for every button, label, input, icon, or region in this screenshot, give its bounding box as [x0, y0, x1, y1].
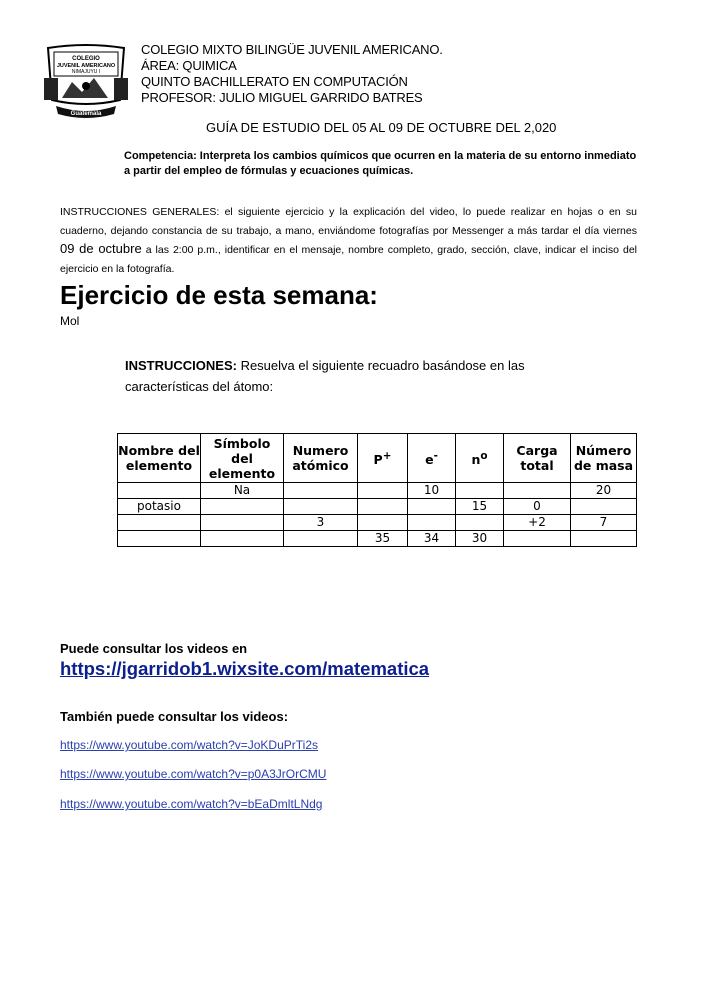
table-cell — [284, 499, 358, 515]
school-name: COLEGIO MIXTO BILINGÜE JUVENIL AMERICANO. — [141, 42, 443, 57]
table-cell — [456, 515, 504, 531]
table-cell — [284, 531, 358, 547]
table-cell — [456, 483, 504, 499]
table-cell: 20 — [571, 483, 637, 499]
table-cell — [201, 515, 284, 531]
header-numero-atomico: Numero atómico — [284, 434, 358, 483]
table-cell — [358, 483, 408, 499]
general-instructions-part1: INSTRUCCIONES GENERALES: el siguiente ejercicio y la explicación del video, lo puede realizar en hojas o en su cuaderno, dejando constancia de su trabajo, a mano, enviándome fotografías por Messenger a más tardar el día viernes — [60, 206, 637, 237]
table-cell — [408, 515, 456, 531]
table-cell — [118, 483, 201, 499]
exercise-instructions-text: Resuelva el siguiente recuadro basándose en las características del átomo: — [125, 358, 525, 394]
table-cell: 7 — [571, 515, 637, 531]
youtube-link-3[interactable]: https://www.youtube.com/watch?v=bEaDmltLNdg — [60, 797, 323, 811]
youtube-link-1[interactable]: https://www.youtube.com/watch?v=JoKDuPrTi2s — [60, 738, 318, 752]
teacher: PROFESOR: JULIO MIGUEL GARRIDO BATRES — [141, 90, 423, 105]
table-row — [118, 515, 637, 531]
table-cell: Na — [201, 483, 284, 499]
logo-text-1: COLEGIO — [72, 56, 100, 62]
school-crest-logo — [42, 42, 130, 122]
table-cell — [358, 499, 408, 515]
table-cell — [201, 531, 284, 547]
general-instructions-part2: a las 2:00 p.m., identificar en el mensaje, nombre completo, grado, sección, clave, indicar el inciso del ejercicio en la fotografía. — [60, 244, 637, 275]
table-row — [118, 499, 637, 515]
table-cell — [504, 531, 571, 547]
table-cell: 10 — [408, 483, 456, 499]
header-masa: Número de masa — [571, 434, 637, 483]
youtube-link-2[interactable]: https://www.youtube.com/watch?v=p0A3JrOrCMU — [60, 767, 327, 781]
table-cell — [408, 499, 456, 515]
consult-videos-label: Puede consultar los videos en — [60, 641, 248, 656]
table-cell — [358, 515, 408, 531]
header-carga: Carga total — [504, 434, 571, 483]
logo-text-2: JUVENIL AMERICANO — [56, 63, 116, 69]
grade: QUINTO BACHILLERATO EN COMPUTACIÓN — [141, 74, 408, 89]
table-cell: 35 — [358, 531, 408, 547]
also-videos-label: También puede consultar los videos: — [60, 709, 289, 724]
table-cell: 0 — [504, 499, 571, 515]
header-simbolo: Símbolo del elemento — [201, 434, 284, 483]
table-cell — [201, 499, 284, 515]
table-cell — [571, 499, 637, 515]
table-cell: potasio — [118, 499, 201, 515]
atom-table — [117, 433, 637, 547]
general-instructions — [60, 203, 637, 278]
table-cell — [118, 531, 201, 547]
exercise-instructions — [125, 355, 565, 397]
deadline-date: 09 de octubre — [60, 241, 142, 256]
table-cell — [504, 483, 571, 499]
table-cell: 3 — [284, 515, 358, 531]
exercise-title: Ejercicio de esta semana: — [60, 280, 378, 310]
table-cell — [284, 483, 358, 499]
website-link[interactable]: https://jgarridob1.wixsite.com/matematica — [60, 658, 430, 679]
header-electrons: e- — [408, 434, 456, 483]
exercise-instructions-label: INSTRUCCIONES: — [125, 358, 237, 373]
table-cell: 15 — [456, 499, 504, 515]
logo-ribbon: Guatemala — [70, 111, 102, 117]
table-cell — [118, 515, 201, 531]
competencia: Competencia: Interpreta los cambios químicos que ocurren en la materia de su entorno inmediato a partir del empleo de fórmulas y ecuaciones químicas. — [124, 150, 637, 177]
header-neutrons: $n^o$ — [456, 434, 504, 483]
header-nombre: Nombre del elemento — [118, 434, 201, 483]
guide-title: GUÍA DE ESTUDIO DEL 05 AL 09 DE OCTUBRE DEL 2,020 — [206, 120, 557, 135]
logo-text-3: NIMAJUYU I — [71, 69, 101, 75]
exercise-topic: Mol — [60, 314, 80, 328]
table-row — [118, 531, 637, 547]
table-cell: 34 — [408, 531, 456, 547]
subject-area: ÁREA: QUIMICA — [141, 58, 237, 73]
header-protons: P+ — [358, 434, 408, 483]
table-cell — [571, 531, 637, 547]
table-cell: +2 — [504, 515, 571, 531]
table-cell: 30 — [456, 531, 504, 547]
table-header-row — [118, 434, 637, 483]
table-row — [118, 483, 637, 499]
